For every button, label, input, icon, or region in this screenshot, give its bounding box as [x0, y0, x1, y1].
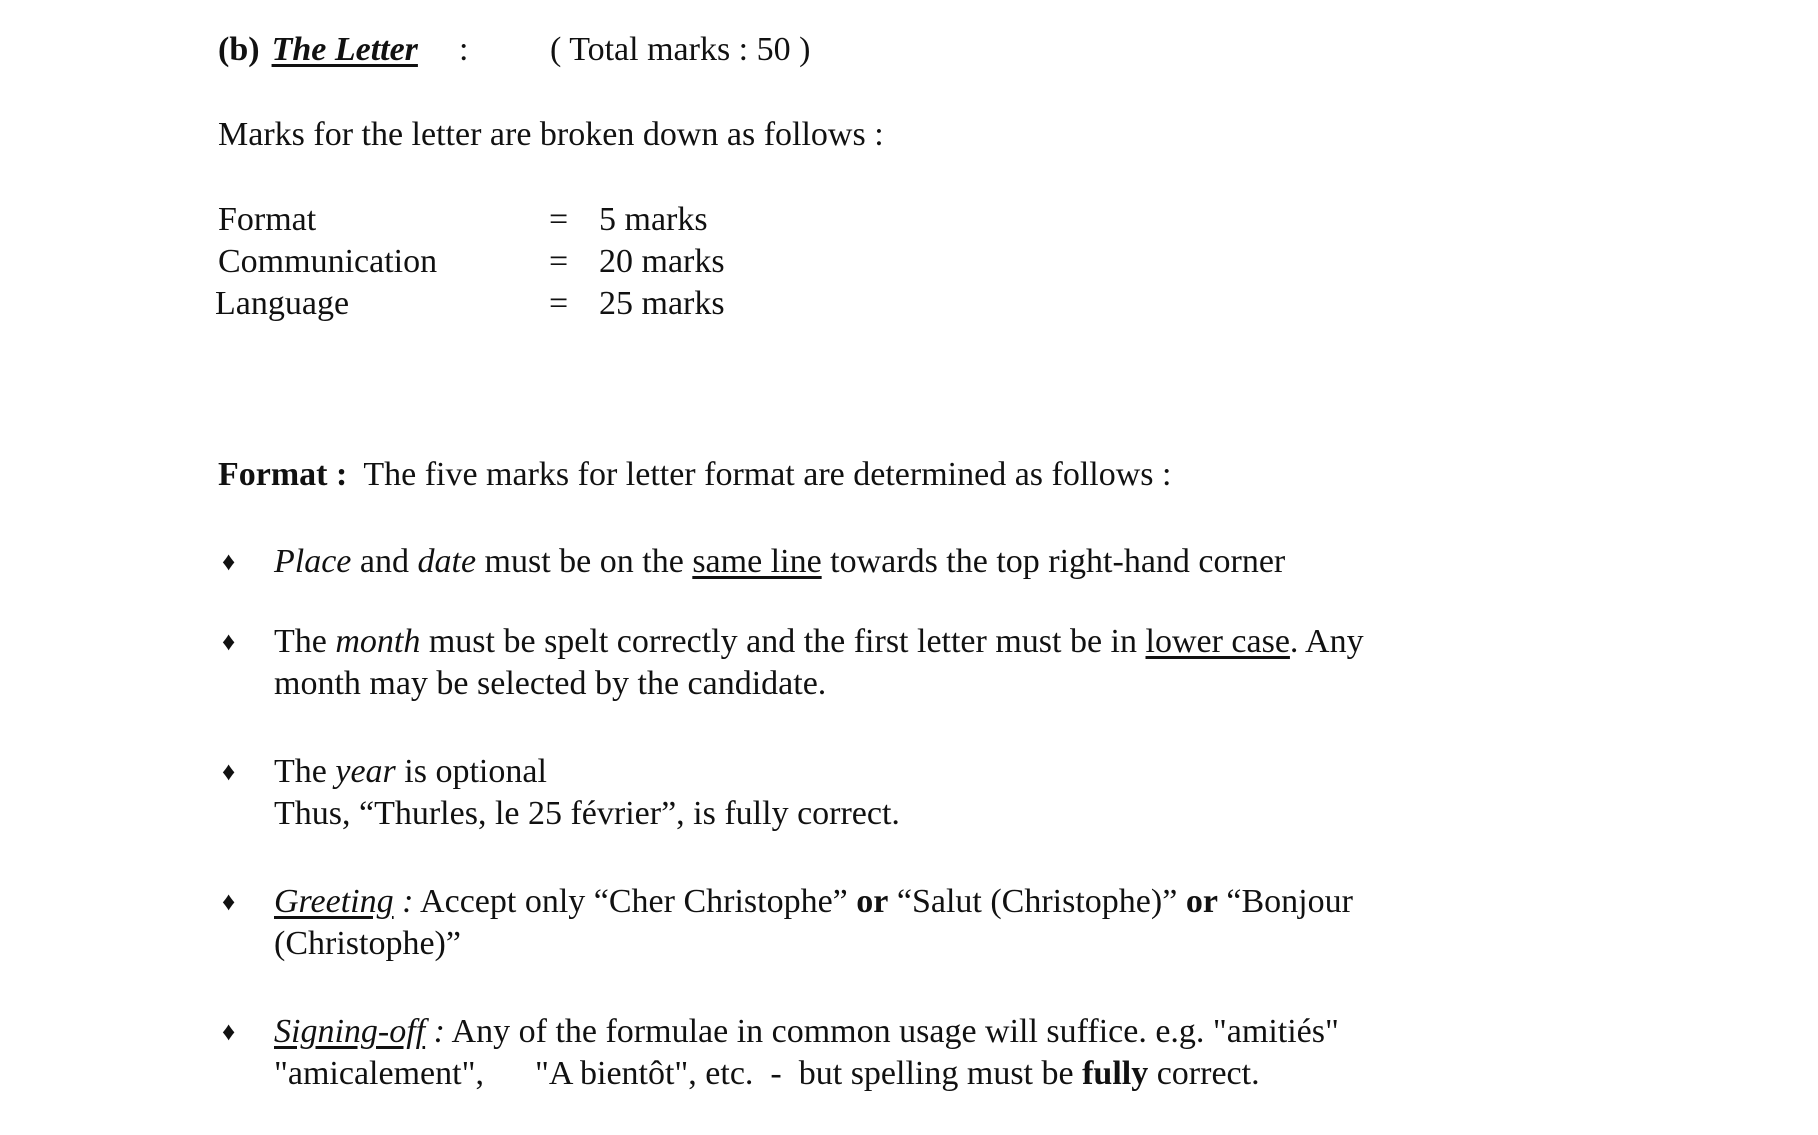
breakdown-equals: =	[549, 201, 569, 238]
format-heading-line	[218, 454, 1171, 496]
section-heading	[218, 29, 418, 71]
total-marks: ( Total marks : 50 )	[550, 31, 811, 68]
diamond-bullet-icon: ♦	[222, 1017, 236, 1046]
format-heading: Format :	[218, 456, 348, 493]
bullet-signing-off: Signing-off : Any of the formulae in common usage will suffice. e.g. "amitiés" "amicalement", "A bientôt", etc. - but spelling must be fully correct.	[274, 1013, 1339, 1092]
breakdown-label-format: Format	[218, 201, 317, 238]
breakdown-equals: =	[549, 285, 569, 322]
intro-text: Marks for the letter are broken down as follows :	[218, 116, 884, 153]
diamond-bullet-icon: ♦	[222, 757, 236, 786]
section-heading-colon: :	[459, 31, 469, 68]
section-part-label: (b)	[218, 31, 260, 68]
diamond-bullet-icon: ♦	[222, 547, 236, 576]
bullet-greeting: Greeting : Accept only “Cher Christophe” or “Salut (Christophe)” or “Bonjour (Christophe)”	[274, 883, 1353, 962]
section-title: The Letter	[271, 31, 418, 68]
diamond-bullet-icon: ♦	[222, 887, 236, 916]
bullet-month: The month must be spelt correctly and the first letter must be in lower case. Any month may be selected by the candidate.	[274, 623, 1364, 702]
diamond-bullet-icon: ♦	[222, 627, 236, 656]
breakdown-label-communication: Communication	[218, 243, 438, 280]
breakdown-value-format: 5 marks	[599, 201, 708, 238]
breakdown-label-language: Language	[215, 285, 350, 322]
bullet-place-date: Place and date must be on the same line towards the top right-hand corner	[274, 543, 1286, 580]
breakdown-value-language: 25 marks	[599, 285, 725, 322]
breakdown-equals: =	[549, 243, 569, 280]
bullet-year: The year is optional Thus, “Thurles, le 25 février”, is fully correct.	[274, 753, 900, 832]
breakdown-value-communication: 20 marks	[599, 243, 725, 280]
format-description: The five marks for letter format are determined as follows :	[363, 456, 1172, 493]
